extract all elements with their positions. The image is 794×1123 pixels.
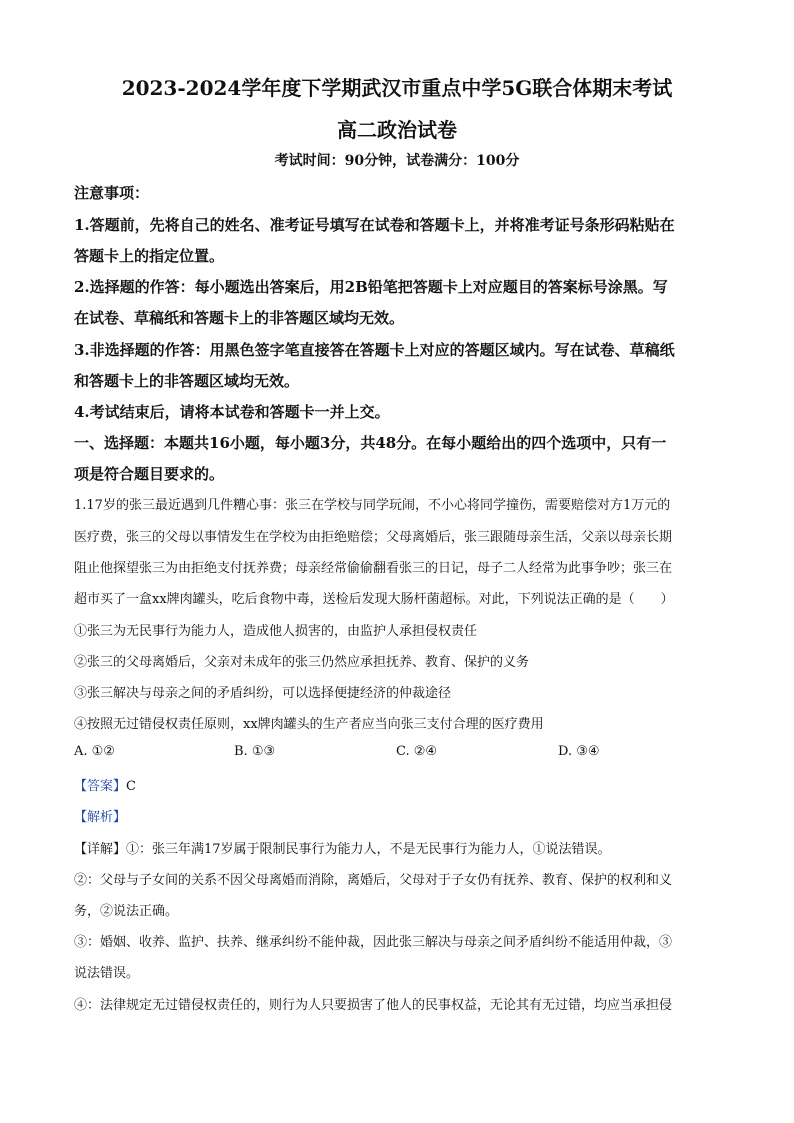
analysis-line	[74, 806, 724, 825]
answer-options	[74, 744, 724, 764]
notice-line: 4.考试结束后，请将本试卷和答题卡一并上交。	[74, 403, 390, 421]
answer-value: C	[126, 779, 136, 794]
option-c: C. ②④	[396, 744, 438, 759]
notice-line: 1.答题前，先将自己的姓名、准考证号填写在试卷和答题卡上，并将准考证号条形码粘贴在	[74, 216, 675, 234]
statement-1: ①张三为无民事行为能力人，造成他人损害的，由监护人承担侵权责任	[74, 624, 478, 639]
notice-heading: 注意事项：	[74, 184, 150, 202]
detail-line: 【详解】①：张三年满17岁属于限制民事行为能力人，不是无民事行为能力人，①说法错误。	[74, 842, 611, 857]
notice-line: 答题卡上的指定位置。	[74, 247, 225, 265]
notice-line: 在试卷、草稿纸和答题卡上的非答题区域均无效。	[74, 309, 405, 327]
question-stem-line: 1.17岁的张三最近遇到几件糟心事：张三在学校与同学玩闹，不小心将同学撞伤，需要赔偿对方1万元的	[74, 498, 671, 513]
statement-4: ④按照无过错侵权责任原则，xx牌肉罐头的生产者应当向张三支付合理的医疗费用	[74, 717, 544, 732]
question-stem-line: 阻止他探望张三为由拒绝支付抚养费；母亲经常偷偷翻看张三的日记，母子二人经常为此事争吵；张三在	[74, 561, 673, 576]
exam-time-score: 考试时间：90分钟，试卷满分：100分	[274, 153, 520, 169]
exam-subtitle: 高二政治试卷	[337, 118, 457, 142]
detail-line: 务，②说法正确。	[74, 904, 179, 919]
detail-line: 说法错误。	[74, 966, 140, 981]
notice-line: 2.选择题的作答：每小题选出答案后，用2B铅笔把答题卡上对应题目的答案标号涂黑。写	[74, 278, 668, 296]
section-heading: 项是符合题目要求的。	[74, 465, 225, 483]
detail-line: ④：法律规定无过错侵权责任的，则行为人只要损害了他人的民事权益，无论其有无过错，均应当承担侵	[74, 998, 673, 1013]
statement-3: ③张三解决与母亲之间的矛盾纠纷，可以选择便捷经济的仲裁途径	[74, 686, 452, 701]
detail-line: ③：婚姻、收养、监护、扶养、继承纠纷不能仲裁，因此张三解决与母亲之间矛盾纠纷不能适用仲裁，③	[74, 935, 673, 950]
question-stem-line: 超市买了一盒xx牌肉罐头，吃后食物中毒，送检后发现大肠杆菌超标。对此，下列说法正确的是（ ）	[74, 592, 674, 607]
option-d: D. ③④	[558, 744, 600, 759]
option-a: A. ①②	[74, 744, 115, 759]
answer-label: 【答案】	[74, 779, 127, 794]
option-b: B. ①③	[234, 744, 276, 759]
answer-line	[74, 775, 724, 794]
detail-line: ②：父母与子女间的关系不因父母离婚而消除，离婚后，父母对于子女仍有抚养、教育、保护的权利和义	[74, 873, 673, 888]
notice-line: 和答题卡上的非答题区域均无效。	[74, 372, 300, 390]
statement-2: ②张三的父母离婚后，父亲对未成年的张三仍然应承担抚养、教育、保护的义务	[74, 655, 530, 670]
notice-line: 3.非选择题的作答：用黑色签字笔直接答在答题卡上对应的答题区域内。写在试卷、草稿纸	[74, 341, 675, 359]
section-heading: 一、选择题：本题共16小题，每小题3分，共48分。在每小题给出的四个选项中，只有一	[74, 434, 667, 452]
question-stem-line: 医疗费，张三的父母以事情发生在学校为由拒绝赔偿；父母离婚后，张三跟随母亲生活，父亲以母亲长期	[74, 530, 673, 545]
exam-title: 2023-2024学年度下学期武汉市重点中学5G联合体期末考试	[121, 76, 673, 100]
analysis-label: 【解析】	[74, 810, 127, 825]
